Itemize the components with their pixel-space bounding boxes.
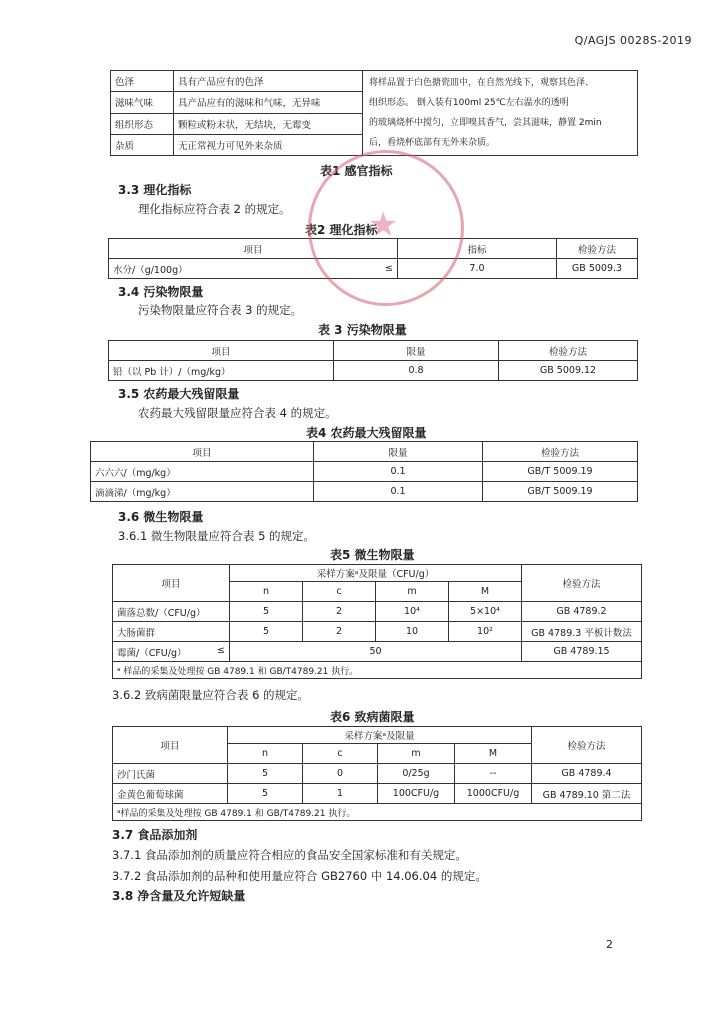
table-header: 限量 [314,442,483,462]
section-title: 3.4 污染物限量 [118,285,204,299]
table-header: m [376,582,449,602]
table-caption: 表 3 污染物限量 [318,323,407,337]
table-caption: 表6 致病菌限量 [330,710,415,724]
microbial-table [112,564,642,679]
pesticide-table [90,441,638,502]
table-header: M [455,744,532,764]
table-cell: 5×10⁴ [449,602,522,622]
table-header: 项目 [91,442,314,462]
table-cell: 滋味气味 [111,92,174,113]
section-text: 3.6.1 微生物限量应符合表 5 的规定。 [118,529,316,543]
table-header: 检验方法 [522,565,642,602]
table-cell: 0 [303,764,378,784]
table-cell: 杂质 [111,134,174,155]
table-cell: 水分/（g/100g） [109,259,350,279]
table-header: c [303,582,376,602]
table-cell: 0/25g [378,764,455,784]
page-number: 2 [606,938,613,951]
table-cell: 0.1 [314,482,483,502]
table-header: 检验方法 [532,727,642,764]
table-cell: 六六六/（mg/kg） [91,462,314,482]
table-cell: GB 5009.3 [556,259,637,279]
method-line: 将样品置于白色搪瓷皿中，在自然光线下，观察其色泽、 [369,78,595,88]
table-cell: 10⁴ [376,602,449,622]
table-caption: 表4 农药最大残留限量 [306,426,427,440]
table-cell: 50 [230,642,522,662]
table-cell: 5 [230,622,303,642]
method-line: 组织形态。 倒入装有100ml 25℃左右温水的透明 [369,98,569,108]
table-cell: 5 [230,602,303,622]
section-title: 3.6 微生物限量 [118,510,204,524]
section-title: 3.7 食品添加剂 [112,828,198,842]
table-header: n [228,744,303,764]
sensory-table [110,70,638,156]
table-cell: 具产品应有的滋味和气味，无异味 [174,92,363,113]
table-cell: GB/T 5009.19 [483,462,638,482]
table-header: m [378,744,455,764]
table-cell: 10² [449,622,522,642]
table-cell: 10 [376,622,449,642]
table-header: c [303,744,378,764]
method-line: 的玻璃烧杯中搅匀，立即嗅其香气，尝其滋味，静置 2min [369,118,602,128]
table-caption: 表2 理化指标 [305,223,378,237]
table-caption: 表1 感官指标 [320,164,393,178]
section-title: 3.8 净含量及允许短缺量 [112,889,246,903]
document-code: Q/AGJS 0028S-2019 [574,34,692,47]
table-cell: 大肠菌群 [113,622,230,642]
table-header: 检验方法 [556,239,637,259]
table-cell: 金黄色葡萄球菌 [113,784,228,804]
table-cell: GB 4789.15 [522,642,642,662]
section-text: 3.6.2 致病菌限量应符合表 6 的规定。 [112,688,310,702]
table-cell: 沙门氏菌 [113,764,228,784]
table-header: M [449,582,522,602]
table-cell: 1000CFU/g [455,784,532,804]
section-text: 理化指标应符合表 2 的规定。 [138,202,291,216]
table-note: ᵃ 样品的采集及处理按 GB 4789.1 和 GB/T4789.21 执行。 [113,662,642,679]
table-cell: 铅（以 Pb 计）/（mg/kg） [109,361,334,381]
table-cell: 0.8 [334,361,499,381]
table-cell [113,642,230,662]
section-text: 3.7.1 食品添加剂的质量应符合相应的食品安全国家标准和有关规定。 [112,848,467,862]
table-cell: GB 4789.10 第二法 [532,784,642,804]
le-sign: ≤ [217,644,225,656]
table-caption: 表5 微生物限量 [330,548,415,562]
table-cell: ≤ [350,259,398,279]
mold-label: 霉菌/（CFU/g） [117,647,187,659]
table-note: ᵃ样品的采集及处理按 GB 4789.1 和 GB/T4789.21 执行。 [113,804,642,821]
table-cell: GB 4789.4 [532,764,642,784]
table-cell: 2 [303,602,376,622]
table-header: 项目 [109,341,334,361]
contaminant-table [108,340,638,381]
table-header: 指标 [397,239,556,259]
table-cell: 0.1 [314,462,483,482]
sensory-method-cell [363,71,638,156]
table-cell: 5 [228,764,303,784]
table-cell: 无正常视力可见外来杂质 [174,134,363,155]
table-cell: GB 5009.12 [499,361,638,381]
seal-star-icon: ★ [368,205,399,245]
table-header: 限量 [334,341,499,361]
table-cell: 2 [303,622,376,642]
table-cell: 5 [228,784,303,804]
table-cell: GB 4789.3 平板计数法 [522,622,642,642]
table-cell: 组织形态 [111,113,174,134]
table-cell: GB 4789.2 [522,602,642,622]
method-line: 后，看烧杯底部有无外来杂质。 [369,138,496,148]
section-text: 农药最大残留限量应符合表 4 的规定。 [138,406,337,420]
table-cell: 1 [303,784,378,804]
table-cell: GB/T 5009.19 [483,482,638,502]
table-header: 项目 [113,727,228,764]
table-cell: 颗粒或粉末状，无结块，无霉变 [174,113,363,134]
table-header: 采样方案ᵃ及限量（CFU/g） [230,565,522,582]
table-cell: 100CFU/g [378,784,455,804]
table-cell: 7.0 [397,259,556,279]
table-cell: 色泽 [111,71,174,92]
table-cell: 具有产品应有的色泽 [174,71,363,92]
section-text: 污染物限量应符合表 3 的规定。 [138,303,303,317]
table-header: 检验方法 [499,341,638,361]
table-header: 采样方案ᵃ及限量 [228,727,532,744]
pathogen-table [112,726,642,821]
table-cell: 菌落总数/（CFU/g） [113,602,230,622]
section-title: 3.5 农药最大残留限量 [118,387,240,401]
table-cell: -- [455,764,532,784]
table-header: 项目 [113,565,230,602]
table-header: 项目 [109,239,398,259]
table-cell: 滴滴涕/（mg/kg） [91,482,314,502]
section-text: 3.7.2 食品添加剂的品种和使用量应符合 GB2760 中 14.06.04 的规定。 [112,869,487,883]
table-header: n [230,582,303,602]
table-header: 检验方法 [483,442,638,462]
section-title: 3.3 理化指标 [118,183,192,197]
